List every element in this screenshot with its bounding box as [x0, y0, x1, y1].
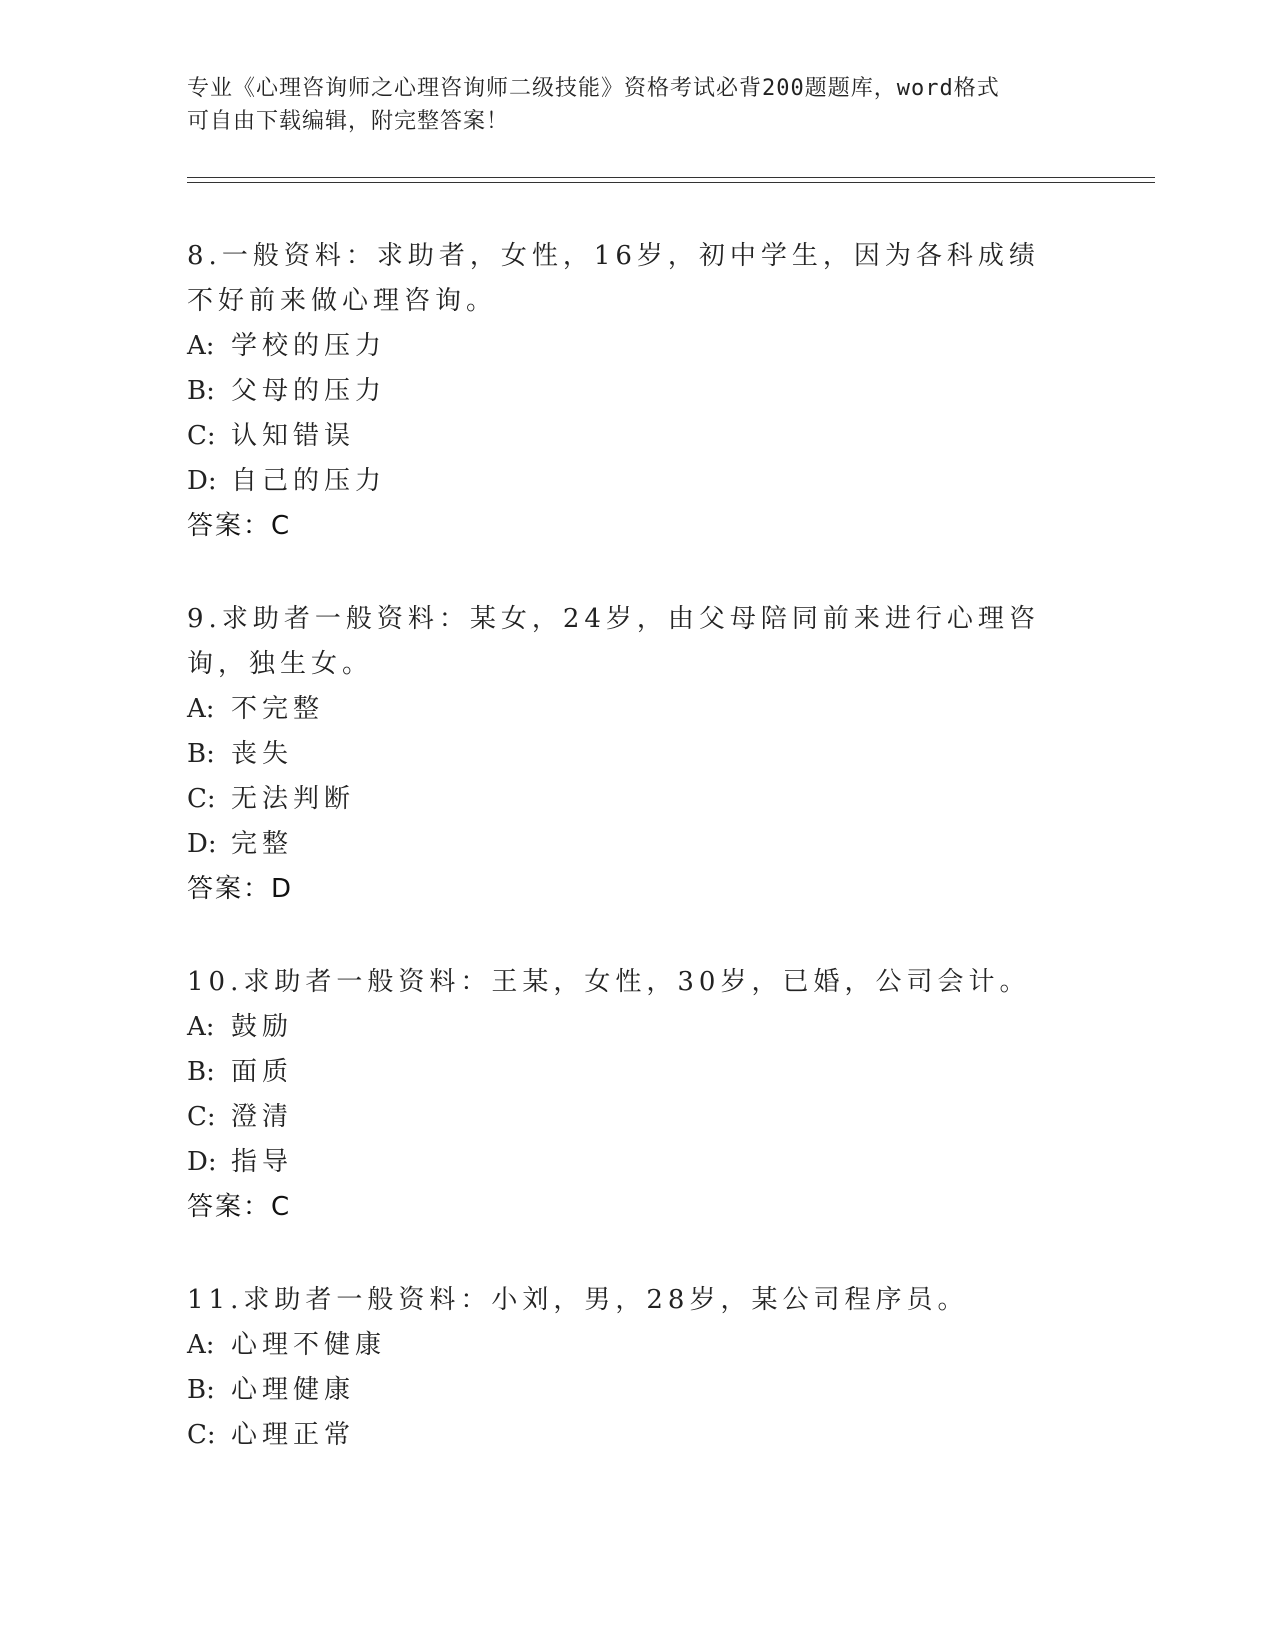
option-letter: B:: [187, 376, 215, 406]
document-header: [187, 72, 1067, 138]
option-letter: D:: [187, 466, 217, 496]
option-c: [187, 1095, 1067, 1140]
question-number: 11.: [187, 1285, 244, 1315]
question-stem: [187, 1278, 1067, 1323]
option-letter: D:: [187, 1147, 217, 1177]
option-b: [187, 1050, 1067, 1095]
question-11: [187, 1278, 1067, 1458]
question-stem: [187, 597, 1067, 687]
option-c: [187, 777, 1067, 822]
question-stem: [187, 234, 1067, 324]
option-d: [187, 459, 1067, 504]
option-letter: C:: [187, 784, 216, 814]
option-letter: A:: [187, 1330, 215, 1360]
option-text: 认知错误: [231, 421, 356, 451]
header-line-2: 可自由下载编辑，附完整答案！: [187, 109, 510, 134]
option-text: 自己的压力: [231, 466, 387, 496]
option-text: 不完整: [231, 694, 325, 724]
option-text: 无法判断: [231, 784, 356, 814]
option-letter: C:: [187, 1102, 216, 1132]
question-10: [187, 960, 1067, 1230]
option-letter: B:: [187, 1057, 215, 1087]
option-letter: D:: [187, 829, 217, 859]
option-c: [187, 1413, 1067, 1458]
option-text: 父母的压力: [231, 376, 387, 406]
option-text: 心理不健康: [231, 1330, 387, 1360]
option-text: 心理正常: [231, 1420, 356, 1450]
option-text: 丧失: [231, 739, 294, 769]
question-number: 10.: [187, 967, 244, 997]
question-stem: [187, 960, 1067, 1005]
option-letter: C:: [187, 1420, 216, 1450]
option-b: [187, 369, 1067, 414]
option-letter: A:: [187, 331, 215, 361]
option-c: [187, 414, 1067, 459]
option-a: [187, 687, 1067, 732]
option-text: 学校的压力: [231, 331, 387, 361]
answer-line: 答案：C: [187, 1192, 292, 1222]
option-a: [187, 324, 1067, 369]
question-number: 9.: [187, 604, 222, 634]
option-letter: A:: [187, 694, 215, 724]
option-d: [187, 1140, 1067, 1185]
answer-line: 答案：C: [187, 511, 292, 541]
option-a: [187, 1323, 1067, 1368]
option-a: [187, 1005, 1067, 1050]
header-line-1: 专业《心理咨询师之心理咨询师二级技能》资格考试必背200题题库，word格式: [187, 76, 1000, 101]
question-8: [187, 234, 1067, 549]
option-text: 鼓励: [231, 1012, 294, 1042]
option-letter: B:: [187, 739, 215, 769]
option-text: 面质: [231, 1057, 294, 1087]
option-letter: B:: [187, 1375, 215, 1405]
option-text: 澄清: [231, 1102, 294, 1132]
question-9: [187, 597, 1067, 912]
option-b: [187, 732, 1067, 777]
question-text: 求助者一般资料：小刘，男，28岁，某公司程序员。: [243, 1285, 969, 1315]
option-letter: A:: [187, 1012, 215, 1042]
option-text: 心理健康: [231, 1375, 356, 1405]
question-text: 一般资料：求助者，女性，16岁，初中学生，因为各科成绩不好前来做心理咨询。: [187, 241, 1040, 316]
option-d: [187, 822, 1067, 867]
question-number: 8.: [187, 241, 222, 271]
header-divider-bottom: [187, 182, 1155, 183]
option-text: 完整: [231, 829, 294, 859]
option-b: [187, 1368, 1067, 1413]
question-text: 求助者一般资料：王某，女性，30岁，已婚，公司会计。: [243, 967, 1031, 997]
header-divider-top: [187, 177, 1155, 178]
option-text: 指导: [231, 1147, 294, 1177]
option-letter: C:: [187, 421, 216, 451]
question-text: 求助者一般资料：某女，24岁，由父母陪同前来进行心理咨询，独生女。: [187, 604, 1040, 679]
answer-line: 答案：D: [187, 874, 294, 904]
